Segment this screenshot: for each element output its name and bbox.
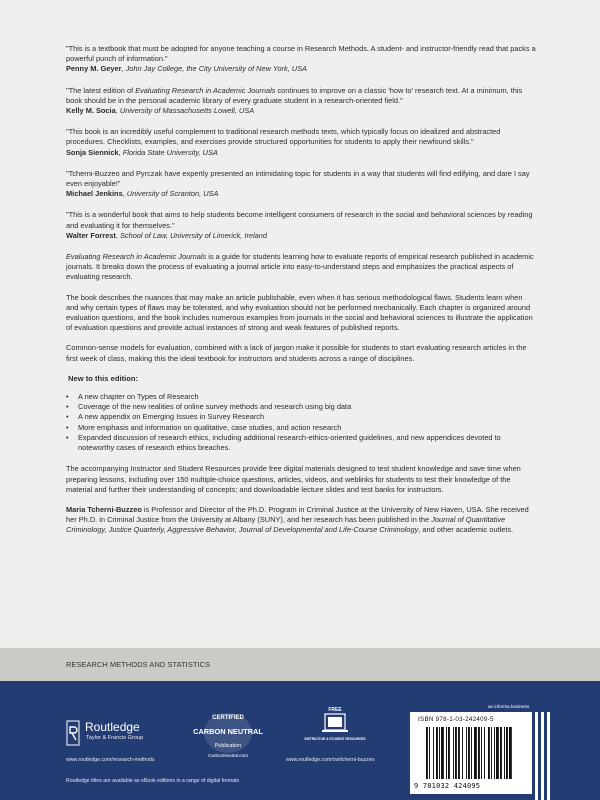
badge-main-text: CARBON NEUTRAL [193, 727, 263, 736]
isbn-label: ISBN 978-1-03-242409-5 [418, 716, 494, 723]
list-item: • A new chapter on Types of Research [66, 392, 536, 402]
isbn-barcode-box [410, 712, 532, 794]
list-item: • Coverage of the new realities of online survey methods and research using big data [66, 402, 536, 412]
quote-text: "This is a textbook that must be adopted for anyone teaching a course in Research Methods. A student- and instructor-friendly read that packs a powerful punch of information." [66, 44, 536, 64]
barcode-bar [453, 727, 454, 779]
quote-author: Michael Jenkins [66, 189, 123, 199]
barcode-digits: 9 781032 424095 [414, 782, 481, 790]
barcode-bar [504, 727, 505, 779]
quote-author: Walter Forrest [66, 230, 116, 240]
new-edition-heading: New to this edition: [68, 373, 139, 383]
description-paragraph: The book describes the nuances that may make an article publishable, even when it has serious methodological flaws. Students learn when and why certain types of flaws may be tolerated, and why evaluation should not be performed mechanically. Each chapter is organized around evaluation questions, and the book includes numerous examples from journals in the social and behavioral sciences to illustrate the application of evaluation questions and provide actual instances of strong and weak features of published reports. [66, 292, 533, 333]
quote-affiliation: School of Law, University of Limerick, Ireland [119, 230, 268, 240]
barcode-bar [484, 727, 485, 779]
barcode-bar [446, 727, 447, 779]
barcode-bar [468, 727, 470, 779]
barcode-bar [494, 727, 495, 779]
barcode-bar [488, 727, 490, 779]
quote-affiliation: John Jay College, the City University of New York, USA [125, 64, 307, 74]
review-quote: "This is a textbook that must be adopted for anyone teaching a course in Research Methods. A student- and instructor-friendly read that packs a powerful punch of information." Penny M. Geyer, John Jay College, the City University of New York, USA [66, 44, 536, 74]
free-resources-badge-icon [304, 704, 366, 752]
description-paragraph: Common-sense models for evaluation, combined with a lack of jargon make it possible for students to start evaluating research articles in the first week of class, making this the ideal textbook for instructors and students across a range of disciplines. [66, 343, 527, 363]
publisher-footer [0, 681, 600, 800]
barcode-icon [426, 727, 528, 779]
barcode-bar [436, 727, 438, 779]
review-quote: "This is a wonderful book that aims to help students become intelligent consumers of research in the social and behavioral sciences by reading and evaluating it for themselves." Walter Forrest, School of Law, University of Limerick, Ireland [66, 210, 533, 240]
category-band [0, 648, 600, 681]
review-quote: "The latest edition of Evaluating Research in Academic Journals continues to improve on a classic 'how to' research text. At a minimum, this book should be in the personal academic library of every graduate student in a research-oriented field." Kelly M. Socia, University of Massachusetts Lowell, USA [66, 85, 523, 116]
barcode-bar [458, 727, 460, 779]
category-label: RESEARCH METHODS AND STATISTICS [66, 660, 211, 669]
book-title: Evaluating Research in Academic Journals [135, 85, 276, 95]
description-text: is a guide for students learning how to evaluate reports of empirical research published in academic journals. It breaks down the process of evaluating a journal article into easy-to-understand steps and emphasizes the practical aspects of evaluating research. [66, 252, 534, 282]
book-title: Evaluating Research in Academic Journals [66, 252, 207, 262]
barcode-bar [481, 727, 482, 779]
barcode-bar [506, 727, 508, 779]
barcode-bar [433, 727, 434, 779]
quote-text: "The latest edition of [66, 85, 136, 95]
author-name: Maria Tcherni-Buzzeo [66, 504, 142, 514]
quote-affiliation: Florida State University, USA [122, 147, 218, 157]
badge-top-text: CERTIFIED [212, 715, 244, 721]
quote-author: Penny M. Geyer [66, 64, 122, 74]
badge-bottom-text: INSTRUCTOR & STUDENT RESOURCES [304, 737, 366, 741]
barcode-bar [491, 727, 492, 779]
publisher-group: Taylor & Francis Group [86, 735, 144, 741]
resources-paragraph: The accompanying Instructor and Student Resources provide free digital materials designed to test student knowledge and save time when preparing lessons, including over 150 multiple-choice questions, articles, videos, and weblinks for students to test their knowledge of the material and further their understanding of concepts; and downloadable lecture slides and test banks for instructors. [66, 464, 521, 494]
barcode-bar [462, 727, 463, 779]
barcode-bar [509, 727, 512, 779]
routledge-logo-icon [66, 719, 80, 747]
barcode-bar [474, 727, 477, 779]
barcode-bar [478, 727, 480, 779]
badge-bottom-text: Publication [214, 743, 242, 749]
barcode-bar [441, 727, 444, 779]
quote-text: continues to improve on a classic 'how to' research text. At a minimum, this book should be in the personal academic library of every graduate student in a research-oriented field." [66, 85, 523, 105]
author-bio-text: is Professor and Director of the Ph.D. Program in Criminal Justice at the University of New Haven, USA. She received her Ph.D. in Criminal Justice from the University at Albany (SUNY), and her research has been published in the [66, 504, 529, 525]
publisher-name: Routledge [85, 720, 140, 734]
quote-text: "This book is an incredibly useful complement to traditional research methods texts, which typically focus on idealized and abstracted procedures. Checklists, examples, and exercises provide structured opportunities for students to apply their newfound skills." [66, 127, 501, 147]
badge-top-text: FREE [328, 707, 342, 713]
quote-affiliation: University of Scranton, USA [126, 189, 219, 199]
barcode-bar [500, 727, 502, 779]
barcode-bar [466, 727, 467, 779]
decorative-stripes [535, 712, 555, 800]
description-paragraph [66, 252, 536, 283]
carbon-neutral-badge-icon [193, 707, 263, 757]
review-quote: "This book is an incredibly useful complement to traditional research methods texts, which typically focus on idealized and abstracted procedures. Checklists, examples, and exercises provide structured opportunities for students to apply their newfound skills." Sonja Siennick, Florida State University, USA [66, 127, 501, 157]
journal-list: Journal of Quantitative Criminology, Justice Quarterly, Aggressive Behavior, Journal of Developmental and Life-Course Criminology [66, 515, 506, 535]
list-item: • More emphasis and information on qualitative, case studies, and action research [66, 423, 536, 433]
barcode-bar [426, 727, 428, 779]
barcode-bar [496, 727, 499, 779]
quote-text: "This is a wonderful book that aims to help students become intelligent consumers of research in the social and behavioral sciences by reading and evaluating it for themselves." [66, 210, 533, 230]
carbon-neutral-site: CarbonNeutral.com [208, 753, 248, 758]
quote-author: Sonja Siennick [66, 147, 119, 157]
informa-tagline: an informa business [488, 704, 530, 709]
quote-affiliation: University of Massachusetts Lowell, USA [119, 106, 255, 116]
quote-text: "Tcherni-Buzzeo and Pyrczak have expertly presented an intimidating topic for students in a way that students will find edifying, and dare I say even enjoyable!" [66, 168, 530, 189]
new-edition-list [66, 392, 600, 453]
barcode-bar [429, 727, 430, 779]
barcode-bar [448, 727, 450, 779]
ebook-note: Routledge titles are available as eBook editions in a range of digital formats [66, 778, 240, 784]
barcode-bar [439, 727, 440, 779]
author-bio-end: , and other academic outlets. [418, 525, 514, 535]
publisher-url[interactable]: www.routledge.com/research-methods [66, 757, 155, 763]
list-item: • A new appendix on Emerging Issues in Survey Research [66, 412, 536, 422]
companion-website-url[interactable]: www.routledge.com/cw/tcherni-buzzeo [286, 757, 375, 763]
review-quote: "Tcherni-Buzzeo and Pyrczak have expertly presented an intimidating topic for students in a way that students will find edifying, and dare I say even enjoyable!" Michael Jenkins, University of Scranton, USA [66, 168, 530, 199]
quote-author: Kelly M. Socia [66, 106, 116, 116]
barcode-bar [455, 727, 457, 779]
author-bio [66, 505, 536, 536]
barcode-bar [471, 727, 472, 779]
list-item: • Expanded discussion of research ethics, including additional research-ethics-oriented guidelines, and new appendices devoted to noteworthy cases of research ethics breaches. [66, 433, 536, 453]
